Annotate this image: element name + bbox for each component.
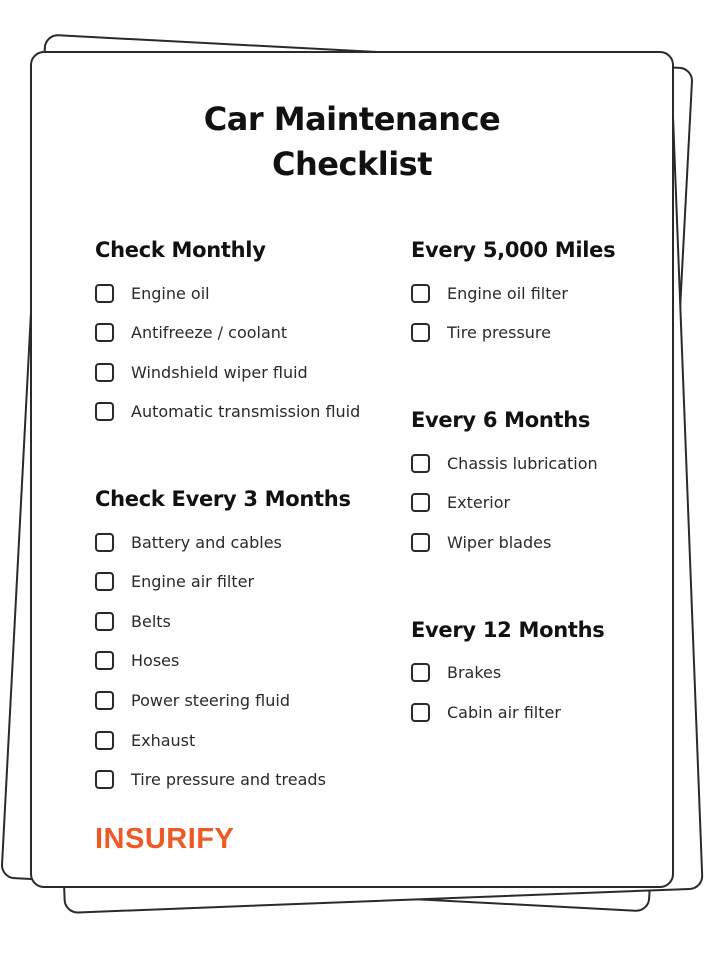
checklist-item[interactable]	[95, 569, 254, 593]
checklist-item[interactable]	[95, 281, 210, 305]
item-label: Engine oil filter	[447, 283, 568, 303]
checkbox[interactable]	[95, 612, 114, 631]
checklist-item[interactable]	[95, 688, 290, 712]
section-heading-5000-miles: Every 5,000 Miles	[411, 238, 616, 262]
checkbox[interactable]	[95, 533, 114, 552]
item-label: Tire pressure	[447, 322, 551, 342]
checkbox[interactable]	[95, 284, 114, 303]
checklist-item[interactable]	[95, 530, 282, 554]
item-label: Tire pressure and treads	[131, 769, 326, 789]
insurify-logo: INSURIFY	[95, 823, 235, 855]
checkbox[interactable]	[411, 284, 430, 303]
title-line: Checklist	[272, 145, 432, 183]
checklist-item[interactable]	[411, 530, 551, 554]
checklist-item[interactable]	[95, 399, 360, 423]
checklist-item[interactable]	[411, 660, 501, 684]
checkbox[interactable]	[95, 651, 114, 670]
checklist-item[interactable]	[95, 648, 179, 672]
item-label: Brakes	[447, 662, 502, 682]
section-heading-three-months: Check Every 3 Months	[95, 487, 351, 511]
checklist-item[interactable]	[95, 320, 287, 344]
item-label: Cabin air filter	[447, 702, 561, 722]
checklist-item[interactable]	[411, 451, 598, 475]
checkbox[interactable]	[95, 402, 114, 421]
item-label: Chassis lubrication	[447, 453, 598, 473]
page-title	[30, 97, 674, 187]
checkbox[interactable]	[95, 731, 114, 750]
checkbox[interactable]	[95, 323, 114, 342]
checklist-item[interactable]	[411, 490, 510, 514]
checklist-item[interactable]	[411, 281, 568, 305]
checkbox[interactable]	[411, 454, 430, 473]
section-heading-six-months: Every 6 Months	[411, 408, 591, 432]
item-label: Engine air filter	[131, 571, 255, 591]
checkbox[interactable]	[411, 533, 430, 552]
item-label: Hoses	[131, 650, 180, 670]
title-line: Car Maintenance	[203, 100, 501, 138]
checklist-item[interactable]	[95, 728, 195, 752]
item-label: Windshield wiper fluid	[131, 362, 308, 382]
section-heading-monthly: Check Monthly	[95, 238, 266, 262]
checklist-item[interactable]	[411, 320, 551, 344]
checkbox[interactable]	[95, 770, 114, 789]
checkbox[interactable]	[95, 691, 114, 710]
item-label: Wiper blades	[447, 532, 552, 552]
item-label: Power steering fluid	[131, 690, 290, 710]
checklist-item[interactable]	[411, 700, 561, 724]
checkbox[interactable]	[95, 572, 114, 591]
item-label: Battery and cables	[131, 532, 282, 552]
checkbox[interactable]	[411, 703, 430, 722]
checklist-item[interactable]	[95, 609, 171, 633]
item-label: Belts	[131, 611, 171, 631]
checklist-item[interactable]	[95, 360, 308, 384]
checkbox[interactable]	[411, 663, 430, 682]
item-label: Engine oil	[131, 283, 210, 303]
item-label: Exterior	[447, 492, 511, 512]
checkbox[interactable]	[411, 493, 430, 512]
checklist-item[interactable]	[95, 767, 326, 791]
item-label: Automatic transmission fluid	[131, 401, 361, 421]
item-label: Exhaust	[131, 730, 196, 750]
checkbox[interactable]	[411, 323, 430, 342]
section-heading-twelve-months: Every 12 Months	[411, 618, 605, 642]
item-label: Antifreeze / coolant	[131, 322, 288, 342]
checkbox[interactable]	[95, 363, 114, 382]
